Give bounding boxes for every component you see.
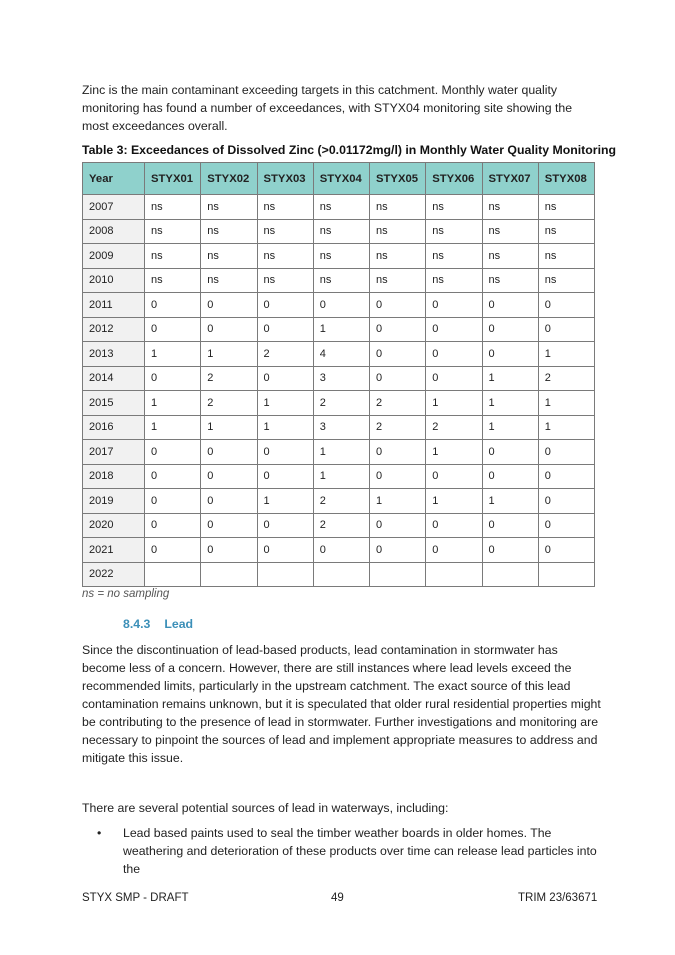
exceedance-cell: ns — [145, 219, 201, 244]
exceedance-cell: 1 — [313, 317, 369, 342]
section-number: 8.4.3 — [123, 617, 151, 631]
exceedance-cell — [257, 562, 313, 587]
exceedance-cell: 1 — [257, 489, 313, 514]
exceedance-cell: 1 — [257, 415, 313, 440]
column-header-styx04: STYX04 — [313, 163, 369, 195]
exceedance-cell: 0 — [482, 317, 538, 342]
exceedance-cell: 0 — [426, 538, 482, 563]
exceedance-cell: 0 — [482, 513, 538, 538]
exceedance-cell: 0 — [257, 464, 313, 489]
table-row — [83, 293, 595, 318]
table-row — [83, 562, 595, 587]
exceedance-cell: 1 — [145, 415, 201, 440]
table-row — [83, 268, 595, 293]
year-cell: 2008 — [83, 219, 145, 244]
table-row — [83, 440, 595, 465]
exceedance-cell: ns — [313, 244, 369, 269]
exceedance-cell: ns — [145, 244, 201, 269]
exceedance-cell: ns — [313, 268, 369, 293]
exceedance-cell: 2 — [313, 489, 369, 514]
exceedance-cell: 2 — [201, 391, 257, 416]
exceedance-cell: 1 — [482, 415, 538, 440]
exceedance-cell: 0 — [370, 342, 426, 367]
table-row — [83, 391, 595, 416]
exceedance-cell: ns — [482, 244, 538, 269]
exceedance-cell: 0 — [482, 293, 538, 318]
year-cell: 2016 — [83, 415, 145, 440]
year-cell: 2022 — [83, 562, 145, 587]
year-cell: 2009 — [83, 244, 145, 269]
exceedance-cell: 2 — [538, 366, 594, 391]
exceedance-cell: 0 — [145, 538, 201, 563]
exceedance-cell: 1 — [482, 489, 538, 514]
table-row — [83, 244, 595, 269]
year-cell: 2017 — [83, 440, 145, 465]
exceedance-cell: 1 — [313, 440, 369, 465]
exceedance-cell — [201, 562, 257, 587]
exceedance-cell: 1 — [201, 415, 257, 440]
exceedance-cell: 0 — [201, 317, 257, 342]
exceedance-cell: 2 — [370, 415, 426, 440]
exceedance-cell: 1 — [370, 489, 426, 514]
table-header-row — [83, 163, 595, 195]
exceedance-cell: 0 — [426, 366, 482, 391]
year-cell: 2013 — [83, 342, 145, 367]
exceedance-cell: 0 — [257, 538, 313, 563]
exceedance-cell: 0 — [538, 293, 594, 318]
exceedance-cell — [482, 562, 538, 587]
exceedance-cell: 0 — [426, 317, 482, 342]
exceedance-cell: ns — [482, 268, 538, 293]
exceedance-cell: 0 — [145, 317, 201, 342]
exceedance-cell: 0 — [257, 513, 313, 538]
exceedance-cell: 0 — [201, 538, 257, 563]
exceedance-cell: 0 — [426, 513, 482, 538]
table-row — [83, 195, 595, 220]
exceedance-cell: 0 — [538, 513, 594, 538]
exceedance-cell: 0 — [538, 489, 594, 514]
year-cell: 2021 — [83, 538, 145, 563]
column-header-year: Year — [83, 163, 145, 195]
year-cell: 2007 — [83, 195, 145, 220]
table-row — [83, 489, 595, 514]
exceedance-cell — [145, 562, 201, 587]
footer-trim-reference: TRIM 23/63671 — [518, 892, 598, 904]
exceedance-cell: 4 — [313, 342, 369, 367]
year-cell: 2011 — [83, 293, 145, 318]
exceedance-cell: 1 — [426, 489, 482, 514]
exceedance-cell: 0 — [426, 342, 482, 367]
sources-intro-paragraph: There are several potential sources of lead in waterways, including: — [82, 801, 449, 815]
exceedance-cell: ns — [426, 244, 482, 269]
exceedance-cell: 0 — [201, 464, 257, 489]
exceedance-cell: ns — [257, 244, 313, 269]
exceedance-cell: ns — [313, 195, 369, 220]
exceedance-cell: 0 — [538, 317, 594, 342]
exceedance-cell: ns — [201, 244, 257, 269]
exceedance-cell: 0 — [145, 293, 201, 318]
bullet-icon: • — [97, 826, 102, 840]
exceedance-cell: 0 — [538, 464, 594, 489]
exceedance-cell: ns — [426, 268, 482, 293]
exceedance-cell: 1 — [482, 391, 538, 416]
bullet-text: Lead based paints used to seal the timber weather boards in older homes. The weathering and deterioration of these products over time can release lead particles into the — [123, 826, 597, 876]
exceedance-cell: ns — [538, 195, 594, 220]
exceedance-cell: ns — [482, 195, 538, 220]
exceedance-cell: 0 — [313, 538, 369, 563]
exceedance-cell: ns — [257, 195, 313, 220]
exceedance-cell: ns — [426, 219, 482, 244]
exceedance-cell: ns — [538, 268, 594, 293]
intro-paragraph: Zinc is the main contaminant exceeding targets in this catchment. Monthly water quality monitoring has found a number of exceedances, with STYX04 monitoring site showing the most exceedances overall. — [82, 83, 573, 133]
exceedance-cell: 0 — [257, 317, 313, 342]
exceedance-cell: 0 — [538, 538, 594, 563]
exceedance-cell: ns — [257, 219, 313, 244]
exceedance-cell — [426, 562, 482, 587]
exceedance-cell: 0 — [201, 293, 257, 318]
year-cell: 2014 — [83, 366, 145, 391]
table-row — [83, 415, 595, 440]
exceedance-cell: 3 — [313, 415, 369, 440]
exceedance-cell: 1 — [201, 342, 257, 367]
table-row — [83, 513, 595, 538]
exceedance-cell: 0 — [201, 513, 257, 538]
section-title: Lead — [164, 617, 194, 631]
exceedance-cell: 0 — [538, 440, 594, 465]
column-header-styx03: STYX03 — [257, 163, 313, 195]
exceedance-cell: 0 — [370, 366, 426, 391]
exceedance-cell: 0 — [145, 489, 201, 514]
exceedance-cell: 0 — [201, 440, 257, 465]
exceedance-cell: 0 — [426, 293, 482, 318]
exceedance-cell: ns — [201, 268, 257, 293]
column-header-styx05: STYX05 — [370, 163, 426, 195]
exceedance-cell: ns — [201, 195, 257, 220]
exceedance-cell — [370, 562, 426, 587]
exceedance-cell: 1 — [426, 440, 482, 465]
exceedance-cell: 2 — [370, 391, 426, 416]
column-header-styx01: STYX01 — [145, 163, 201, 195]
exceedance-cell: 0 — [370, 538, 426, 563]
exceedance-cell: ns — [538, 219, 594, 244]
table-row — [83, 538, 595, 563]
exceedance-cell: 0 — [370, 293, 426, 318]
lead-paragraph: Since the discontinuation of lead-based products, lead contamination in stormwater has become less of a concern. However, there are still instances where lead levels exceed the recommended limits, particularly in the upstream catchment. The exact source of this lead contamination remains unknown, but it is speculated that older rural residential properties might be contributing to the presence of lead in stormwater. Further investigations and monitoring are necessary to pinpoint the sources of lead and implement appropriate measures to address and mitigate this issue. — [82, 643, 601, 765]
exceedance-cell: 0 — [370, 317, 426, 342]
table-row — [83, 317, 595, 342]
exceedance-cell: 0 — [426, 464, 482, 489]
exceedance-cell: 0 — [145, 513, 201, 538]
exceedance-cell: 1 — [145, 342, 201, 367]
exceedance-cell: 0 — [145, 440, 201, 465]
exceedance-cell: 0 — [370, 513, 426, 538]
exceedance-cell: 0 — [482, 342, 538, 367]
table-row — [83, 366, 595, 391]
year-cell: 2012 — [83, 317, 145, 342]
exceedance-cell: ns — [201, 219, 257, 244]
exceedance-cell: 2 — [257, 342, 313, 367]
exceedance-cell: 2 — [201, 366, 257, 391]
footer-document-title: STYX SMP - DRAFT — [82, 892, 189, 904]
exceedance-cell: 1 — [538, 391, 594, 416]
table-row — [83, 464, 595, 489]
exceedance-cell: 2 — [313, 391, 369, 416]
exceedance-cell: 1 — [426, 391, 482, 416]
exceedance-cell: 2 — [313, 513, 369, 538]
year-cell: 2019 — [83, 489, 145, 514]
column-header-styx06: STYX06 — [426, 163, 482, 195]
exceedance-cell: 0 — [482, 464, 538, 489]
exceedance-cell: 3 — [313, 366, 369, 391]
exceedance-cell: 0 — [482, 538, 538, 563]
exceedance-cell: 1 — [538, 415, 594, 440]
exceedance-cell — [538, 562, 594, 587]
exceedance-cell: 0 — [257, 293, 313, 318]
zinc-exceedance-table — [82, 162, 595, 587]
exceedance-cell: 0 — [145, 366, 201, 391]
table-caption: Table 3: Exceedances of Dissolved Zinc (>0.01172mg/l) in Monthly Water Quality Monitoring — [82, 143, 617, 157]
exceedance-cell: ns — [482, 219, 538, 244]
year-cell: 2020 — [83, 513, 145, 538]
table-row — [83, 219, 595, 244]
year-cell: 2015 — [83, 391, 145, 416]
year-cell: 2018 — [83, 464, 145, 489]
exceedance-cell: 2 — [426, 415, 482, 440]
table-row — [83, 342, 595, 367]
exceedance-cell: ns — [370, 219, 426, 244]
column-header-styx08: STYX08 — [538, 163, 594, 195]
exceedance-cell: ns — [145, 268, 201, 293]
exceedance-cell: 1 — [313, 464, 369, 489]
exceedance-cell: 0 — [313, 293, 369, 318]
exceedance-cell: ns — [313, 219, 369, 244]
exceedance-cell: 1 — [538, 342, 594, 367]
exceedance-cell: ns — [426, 195, 482, 220]
exceedance-cell — [313, 562, 369, 587]
exceedance-cell: 0 — [257, 440, 313, 465]
bullet-list-item — [82, 824, 602, 878]
exceedance-cell: ns — [370, 268, 426, 293]
exceedance-cell: ns — [538, 244, 594, 269]
column-header-styx07: STYX07 — [482, 163, 538, 195]
footer-page-number: 49 — [331, 892, 344, 904]
exceedance-cell: 1 — [145, 391, 201, 416]
exceedance-cell: 0 — [257, 366, 313, 391]
column-header-styx02: STYX02 — [201, 163, 257, 195]
exceedance-cell: 0 — [370, 464, 426, 489]
exceedance-cell: 0 — [201, 489, 257, 514]
exceedance-cell: 1 — [257, 391, 313, 416]
exceedance-cell: ns — [370, 244, 426, 269]
section-heading — [123, 617, 193, 631]
exceedance-cell: 1 — [482, 366, 538, 391]
exceedance-cell: ns — [257, 268, 313, 293]
year-cell: 2010 — [83, 268, 145, 293]
exceedance-cell: 0 — [370, 440, 426, 465]
exceedance-cell: 0 — [482, 440, 538, 465]
table-note: ns = no sampling — [82, 588, 170, 600]
exceedance-cell: 0 — [145, 464, 201, 489]
exceedance-cell: ns — [370, 195, 426, 220]
exceedance-cell: ns — [145, 195, 201, 220]
